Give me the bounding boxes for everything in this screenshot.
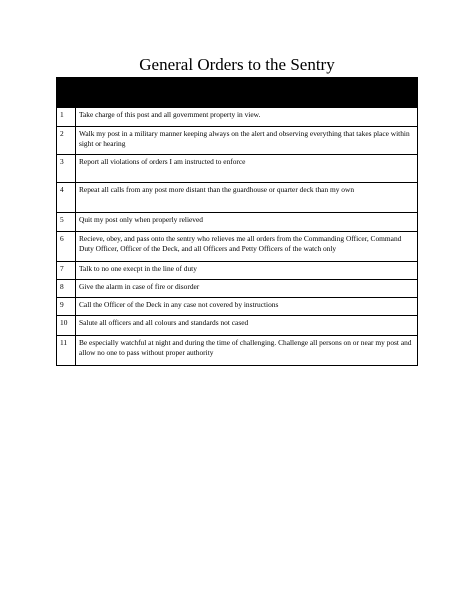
- table-row: [57, 127, 418, 155]
- order-text: Report all violations of orders I am instructed to enforce: [76, 155, 418, 183]
- table-row: [57, 183, 418, 213]
- order-text: Be especially watchful at night and during the time of challenging. Challenge all persons on or near my post and allow no one to pass without proper authority: [76, 336, 418, 366]
- order-number: 10: [57, 316, 76, 336]
- table-header-row: [57, 78, 418, 108]
- order-number: 8: [57, 280, 76, 298]
- order-number: 9: [57, 298, 76, 316]
- table-row: [57, 262, 418, 280]
- order-number: 6: [57, 232, 76, 262]
- order-number: 4: [57, 183, 76, 213]
- general-orders-table: [56, 77, 418, 366]
- order-text: Give the alarm in case of fire or disorder: [76, 280, 418, 298]
- table-row: [57, 108, 418, 127]
- order-text: Take charge of this post and all government property in view.: [76, 108, 418, 127]
- order-number: 2: [57, 127, 76, 155]
- order-text: Talk to no one execpt in the line of duty: [76, 262, 418, 280]
- order-text: Repeat all calls from any post more distant than the guardhouse or quarter deck than my own: [76, 183, 418, 213]
- table-header-bar: [57, 78, 418, 108]
- order-text: Recieve, obey, and pass onto the sentry who relieves me all orders from the Commanding Officer, Command Duty Officer, Officer of the Deck, and all Officers and Petty Officers of the watch only: [76, 232, 418, 262]
- order-text: Salute all officers and all colours and standards not cased: [76, 316, 418, 336]
- table-row: [57, 155, 418, 183]
- order-number: 1: [57, 108, 76, 127]
- table-row: [57, 336, 418, 366]
- order-number: 7: [57, 262, 76, 280]
- order-text: Call the Officer of the Deck in any case not covered by instructions: [76, 298, 418, 316]
- table-row: [57, 232, 418, 262]
- order-number: 11: [57, 336, 76, 366]
- table-row: [57, 280, 418, 298]
- table-row: [57, 316, 418, 336]
- table-row: [57, 298, 418, 316]
- table-row: [57, 213, 418, 232]
- order-text: Quit my post only when properly relieved: [76, 213, 418, 232]
- order-number: 5: [57, 213, 76, 232]
- order-text: Walk my post in a military manner keeping always on the alert and observing everything that takes place within sight or hearing: [76, 127, 418, 155]
- document-title: General Orders to the Sentry: [139, 55, 335, 74]
- order-number: 3: [57, 155, 76, 183]
